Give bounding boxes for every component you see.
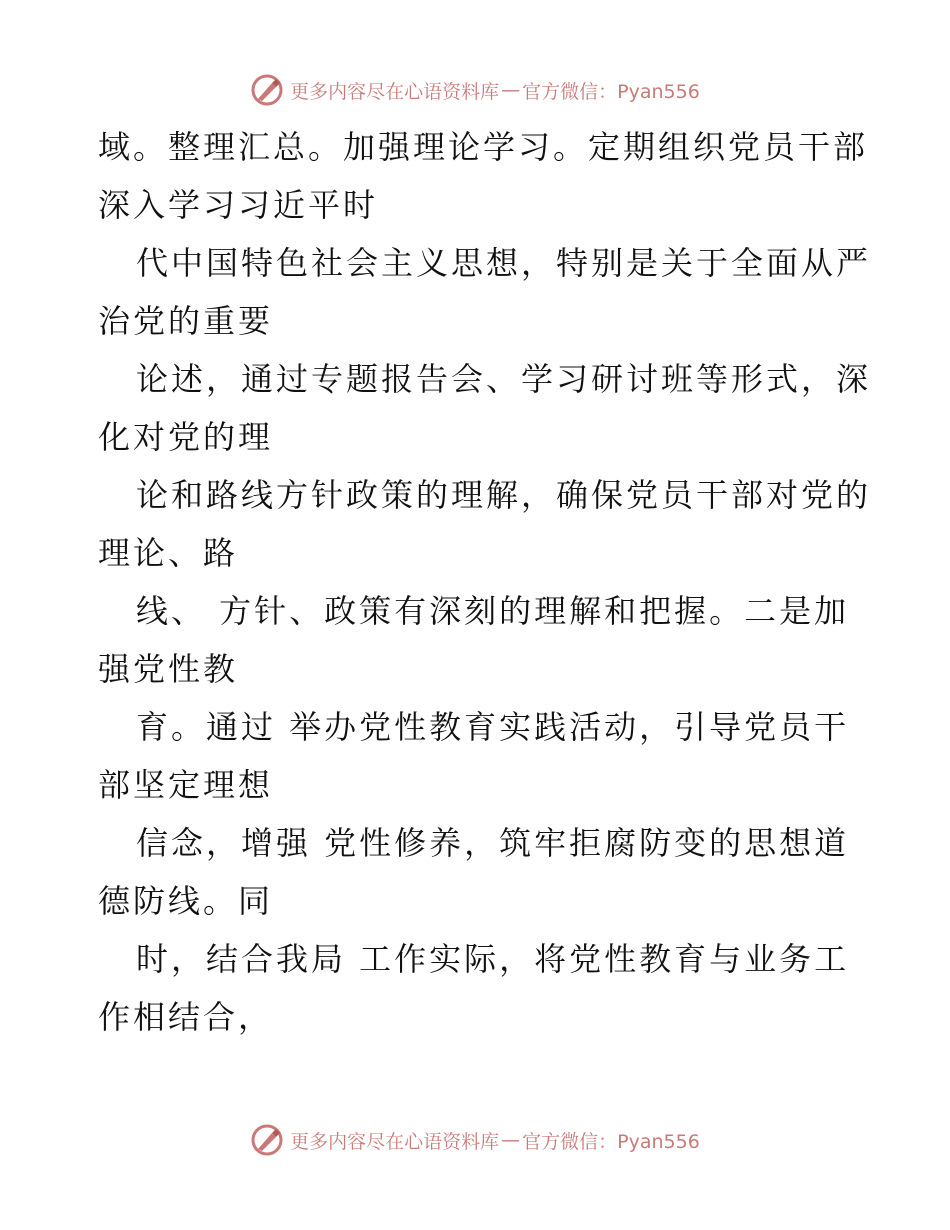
watermark-brand-text: 更多内容尽在心语资料库: [290, 80, 500, 103]
text-line: 信念，增强 党性修养，筑牢拒腐防变的思想道: [136, 824, 850, 862]
watermark-separator: —: [501, 1129, 521, 1151]
text-line: 论和路线方针政策的理解，确保党员干部对党的: [136, 476, 872, 514]
pen-logo-icon: [250, 73, 284, 107]
pen-logo-icon: [250, 1123, 284, 1157]
text-line: 化对党的理: [98, 418, 274, 456]
text-line: 论述，通过专题报告会、学习研讨班等形式，深: [136, 360, 872, 398]
text-line: 作相结合，: [98, 998, 274, 1036]
text-line: 治党的重要: [98, 302, 274, 340]
text-line: 时，结合我局 工作实际，将党性教育与业务工: [136, 940, 850, 978]
watermark-wechat-text: 官方微信：Pyan556: [522, 80, 700, 103]
document-body: [98, 118, 872, 1046]
text-line: 育。通过 举办党性教育实践活动，引导党员干: [136, 708, 850, 746]
watermark-separator: —: [501, 79, 521, 101]
text-line: 部坚定理想: [98, 766, 274, 804]
text-line: 理论、路: [98, 534, 239, 572]
header-watermark: [0, 70, 950, 110]
text-line: 代中国特色社会主义思想，特别是关于全面从严: [136, 244, 872, 282]
text-line: 德防线。同: [98, 882, 274, 920]
text-line: 深入学习习近平时: [98, 186, 379, 224]
watermark-brand-text: 更多内容尽在心语资料库: [290, 1130, 500, 1153]
footer-watermark: [0, 1120, 950, 1160]
watermark-wechat-text: 官方微信：Pyan556: [522, 1130, 700, 1153]
text-line: 强党性教: [98, 650, 239, 688]
text-line: 域。整理汇总。加强理论学习。定期组织党员干部: [98, 128, 869, 166]
text-line: 线、 方针、政策有深刻的理解和把握。二是加: [136, 592, 850, 630]
